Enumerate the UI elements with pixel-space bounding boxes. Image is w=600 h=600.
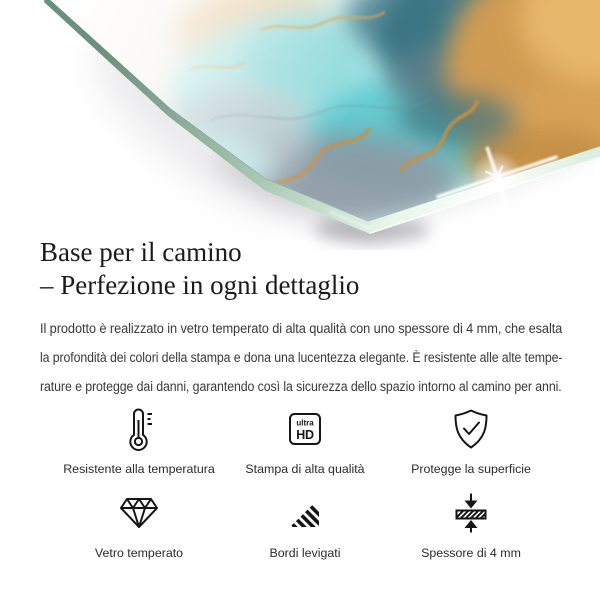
feature-label: Bordi levigati xyxy=(269,546,341,560)
feature-tempered-glass xyxy=(56,490,222,561)
feature-thickness xyxy=(388,490,554,561)
thickness-compress-icon xyxy=(454,490,488,536)
shield-check-icon xyxy=(452,406,490,452)
title-line-1: Base per il camino xyxy=(40,237,242,267)
feature-protects-surface xyxy=(388,406,554,477)
product-photo xyxy=(0,0,600,250)
feature-grid xyxy=(56,406,554,561)
page-title xyxy=(40,236,562,302)
description-line: rature e protegge dai danni, garantendo così la sicurezza dello spazio intorno al camino per anni. xyxy=(40,379,562,394)
feature-label: Resistente alla temperatura xyxy=(63,462,215,476)
ultra-hd-text-small: ultra xyxy=(296,418,314,428)
feature-label: Spessore di 4 mm xyxy=(421,546,521,560)
feature-label: Vetro temperato xyxy=(94,546,184,560)
ultra-hd-text-big: HD xyxy=(296,428,314,442)
title-line-2: – Perfezione in ogni dettaglio xyxy=(40,270,360,300)
feature-print-quality xyxy=(222,406,388,477)
ultra-hd-icon xyxy=(288,406,322,452)
polished-edges-icon xyxy=(288,490,322,536)
feature-label: Stampa di alta qualità xyxy=(245,462,365,476)
description-line: Il prodotto è realizzato in vetro temperato di alta qualità con uno spessore di 4 mm, che esalta xyxy=(40,321,563,336)
product-description xyxy=(40,314,562,401)
description-line: la profondità dei colori della stampa e dona una lucentezza elegante. È resistente alle alte tempe- xyxy=(40,350,563,365)
feature-temperature xyxy=(56,406,222,477)
diamond-icon xyxy=(119,490,159,536)
feature-label: Protegge la superficie xyxy=(411,462,531,476)
thermometer-icon xyxy=(125,406,153,452)
feature-polished-edges xyxy=(222,490,388,561)
